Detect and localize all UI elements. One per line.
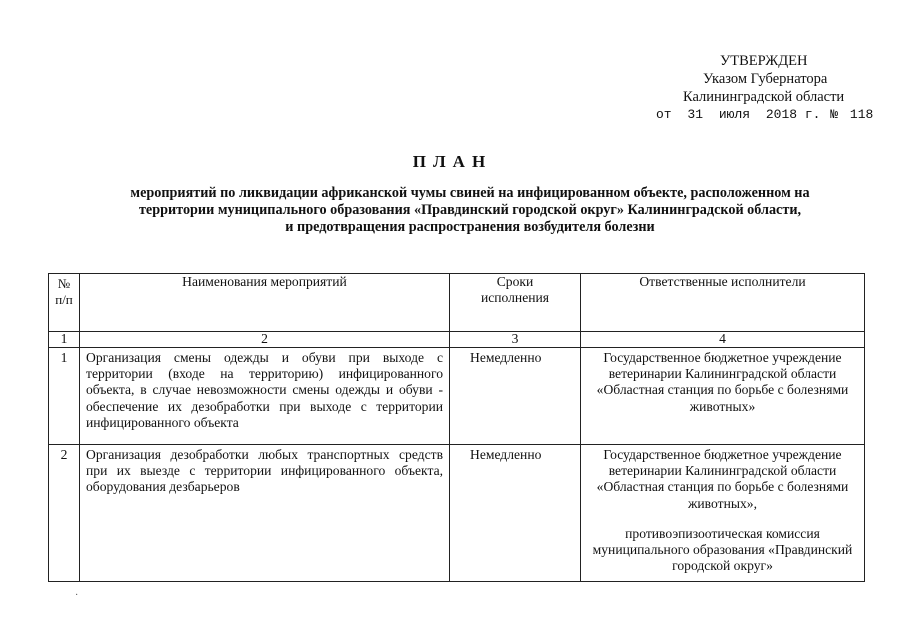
row-num: 2 — [49, 445, 80, 582]
table-header-row — [49, 274, 865, 332]
plan-table — [48, 273, 865, 582]
header-term-line2: исполнения — [480, 290, 550, 306]
approval-decree: Указом Губернатора — [703, 71, 828, 87]
document-subtitle — [70, 185, 870, 236]
column-number: 4 — [581, 332, 865, 348]
executor-entry: Государственное бюджетное учреждение ветеринарии Калининградской области «Областная станция по борьбе с болезнями животных», — [596, 447, 849, 511]
approval-region: Калининградской области — [683, 89, 845, 105]
row-term: Немедленно — [450, 445, 581, 582]
header-term — [450, 274, 581, 332]
header-name: Наименования мероприятий — [80, 274, 450, 332]
column-number: 1 — [49, 332, 80, 348]
approval-approved: УТВЕРЖДЕН — [720, 53, 808, 69]
header-num-symbol: № — [57, 276, 71, 291]
approval-number: 118 — [849, 107, 874, 122]
scan-mark: · — [75, 590, 79, 601]
header-num-label: п/п — [55, 292, 73, 307]
approval-date-month: июля — [718, 107, 751, 122]
column-number: 2 — [80, 332, 450, 348]
header-term-line1: Сроки — [496, 274, 534, 289]
approval-number-label: № — [830, 107, 839, 122]
column-number: 3 — [450, 332, 581, 348]
subtitle-line-3: и предотвращения распространения возбудителя болезни — [285, 219, 655, 235]
header-executors: Ответственные исполнители — [581, 274, 865, 332]
subtitle-line-2: территории муниципального образования «Правдинский городской округ» Калининградской области, — [138, 202, 802, 218]
row-measure: Организация дезобработки любых транспортных средств при их выезде с территории инфицированного объекта, оборудования дезбарьеров — [80, 445, 450, 582]
table-row — [49, 445, 865, 582]
row-num: 1 — [49, 348, 80, 445]
row-executors — [581, 445, 865, 582]
row-measure: Организация смены одежды и обуви при выходе с территории (входе на территорию) инфицированного объекта, в случае невозможности смены одежды и обуви - обеспечение их дезобработки при выходе с территории инфицированного объекта — [80, 348, 450, 445]
approval-date-day: 31 — [687, 107, 704, 122]
row-executors — [581, 348, 865, 445]
approval-date-year: 2018 г. — [765, 107, 821, 122]
approval-date-line — [656, 106, 881, 124]
document-title: ПЛАН — [412, 152, 493, 171]
approval-date-prefix: от — [656, 107, 672, 122]
executor-entry: Государственное бюджетное учреждение ветеринарии Калининградской области «Областная станция по борьбе с болезнями животных» — [596, 350, 849, 414]
header-num — [49, 274, 80, 332]
table-row — [49, 348, 865, 445]
executor-entry: противоэпизоотическая комиссия муниципального образования «Правдинский городской округ» — [592, 525, 853, 574]
column-number-row — [49, 332, 865, 348]
subtitle-line-1: мероприятий по ликвидации африканской чумы свиней на инфицированном объекте, расположенном на — [130, 185, 810, 201]
row-term: Немедленно — [450, 348, 581, 445]
